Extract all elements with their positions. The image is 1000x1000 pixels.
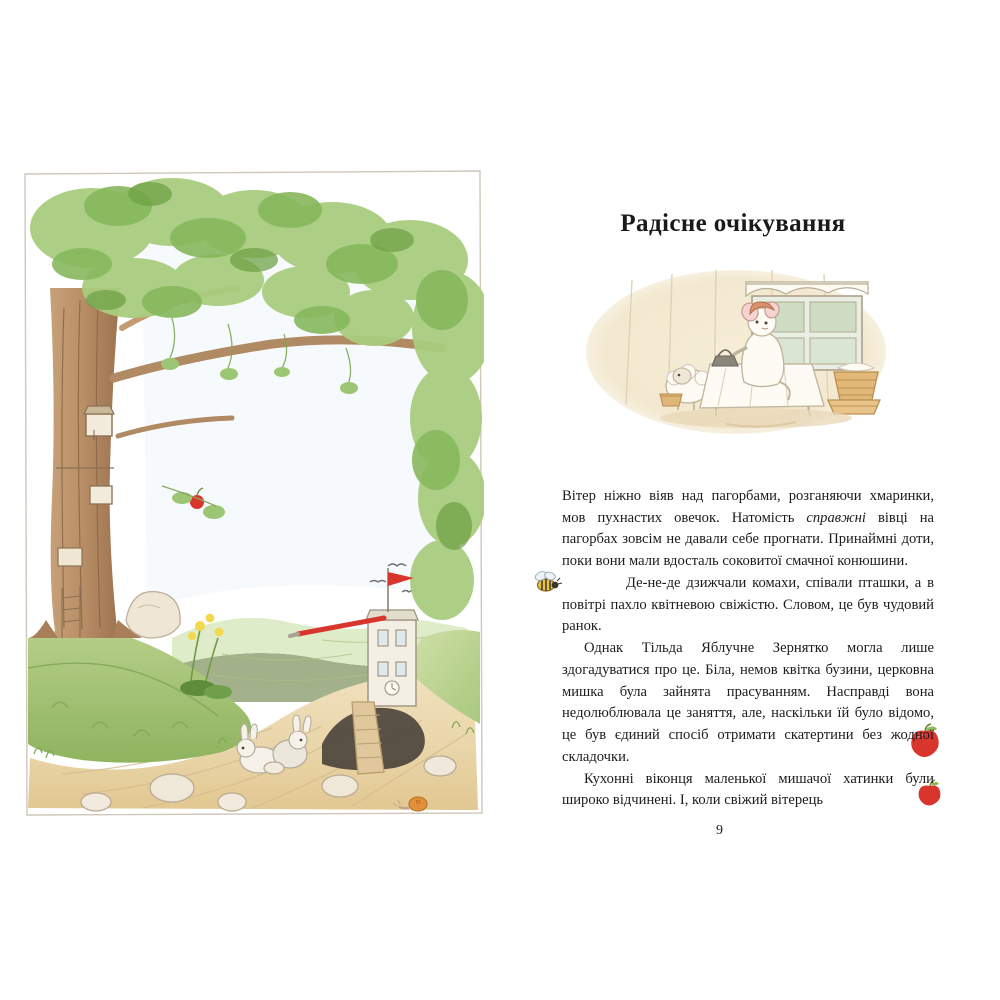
- paragraph-2: Де-не-де дзижчали комахи, співали пташки, а в повітрі пахло квітневою свіжістю. Словом, це був чудовий ранок.: [562, 574, 934, 635]
- chapter-title: Радісне очікування: [620, 210, 846, 237]
- mouse-ironing-vignette-svg: [576, 256, 896, 446]
- text-page-right: [520, 150, 952, 870]
- paragraph-1: Вітер ніжно віяв над пагорбами, розганяючи хмаринки, мов пухнастих овечок. Натомість справжні вівці на пагорбах зовсім не давали себе прогнати. Принаймні доти, поки вони мали вдосталь соковитої смачної конюшини.: [562, 488, 934, 570]
- paragraph-3: Однак Тільда Яблучне Зернятко могла лише здогадуватися про це. Біла, немов квітка бузини, церковна мишка була зайнята прасуванням. Насправді вона недолюблювала це заняття, але, наскільки їй було відомо, це був єдиний спосіб отримати скатертини без жодної складочки.: [562, 640, 934, 765]
- hillside-illustration-svg: [22, 168, 484, 818]
- illustration-left: [22, 168, 484, 818]
- illustration-right: [576, 256, 896, 446]
- body-text: [562, 486, 934, 812]
- paragraph-4: Кухонні віконця маленької мишачої хатинки були широко відчинені. І, коли свіжий вітерець: [562, 770, 934, 809]
- bee-icon: [528, 568, 562, 601]
- page-number: 9: [716, 823, 723, 838]
